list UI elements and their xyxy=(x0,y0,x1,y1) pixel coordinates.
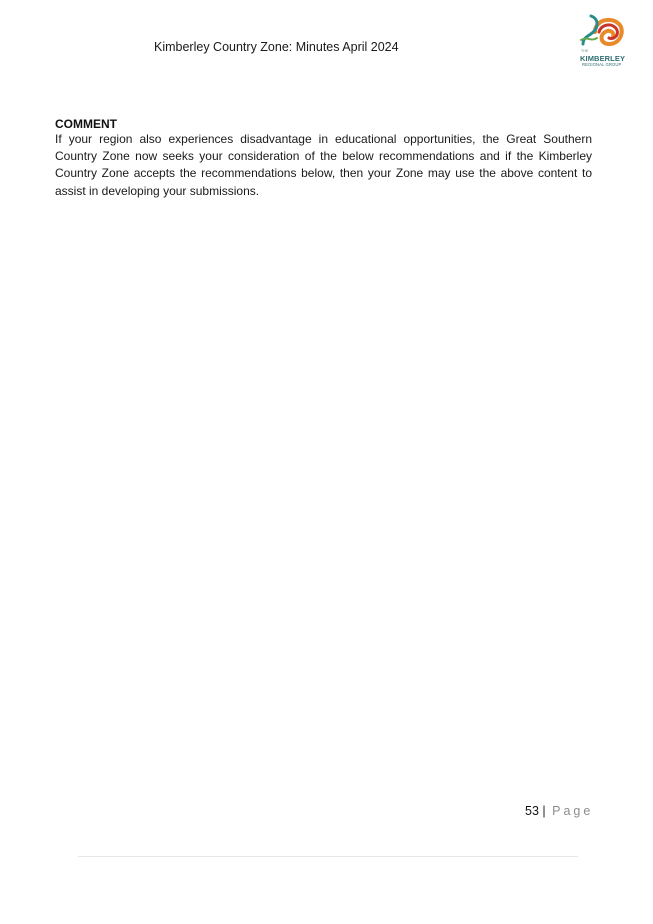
logo-small-text: THE xyxy=(581,49,589,53)
comment-body: If your region also experiences disadvantage in educational opportunities, the Great Southern Country Zone now seeks your consideration of the below recommendations and if the Kimberley Country Zone accepts the recommendations below, then your Zone may use the above content to assist in developing your submissions. xyxy=(55,132,592,198)
header-title: Kimberley Country Zone: Minutes April 2024 xyxy=(154,40,399,54)
page-footer xyxy=(525,804,593,818)
page-number: 53 xyxy=(525,804,539,818)
page-separator: | xyxy=(542,804,546,818)
logo-subtitle: REGIONAL GROUP xyxy=(582,62,622,67)
comment-heading: COMMENT xyxy=(55,117,117,131)
logo-name: KIMBERLEY xyxy=(580,54,626,63)
page-label: Page xyxy=(552,804,594,818)
swirl-logo-icon xyxy=(577,12,629,52)
kimberley-regional-group-logo xyxy=(577,12,629,68)
footer-divider xyxy=(78,856,578,857)
